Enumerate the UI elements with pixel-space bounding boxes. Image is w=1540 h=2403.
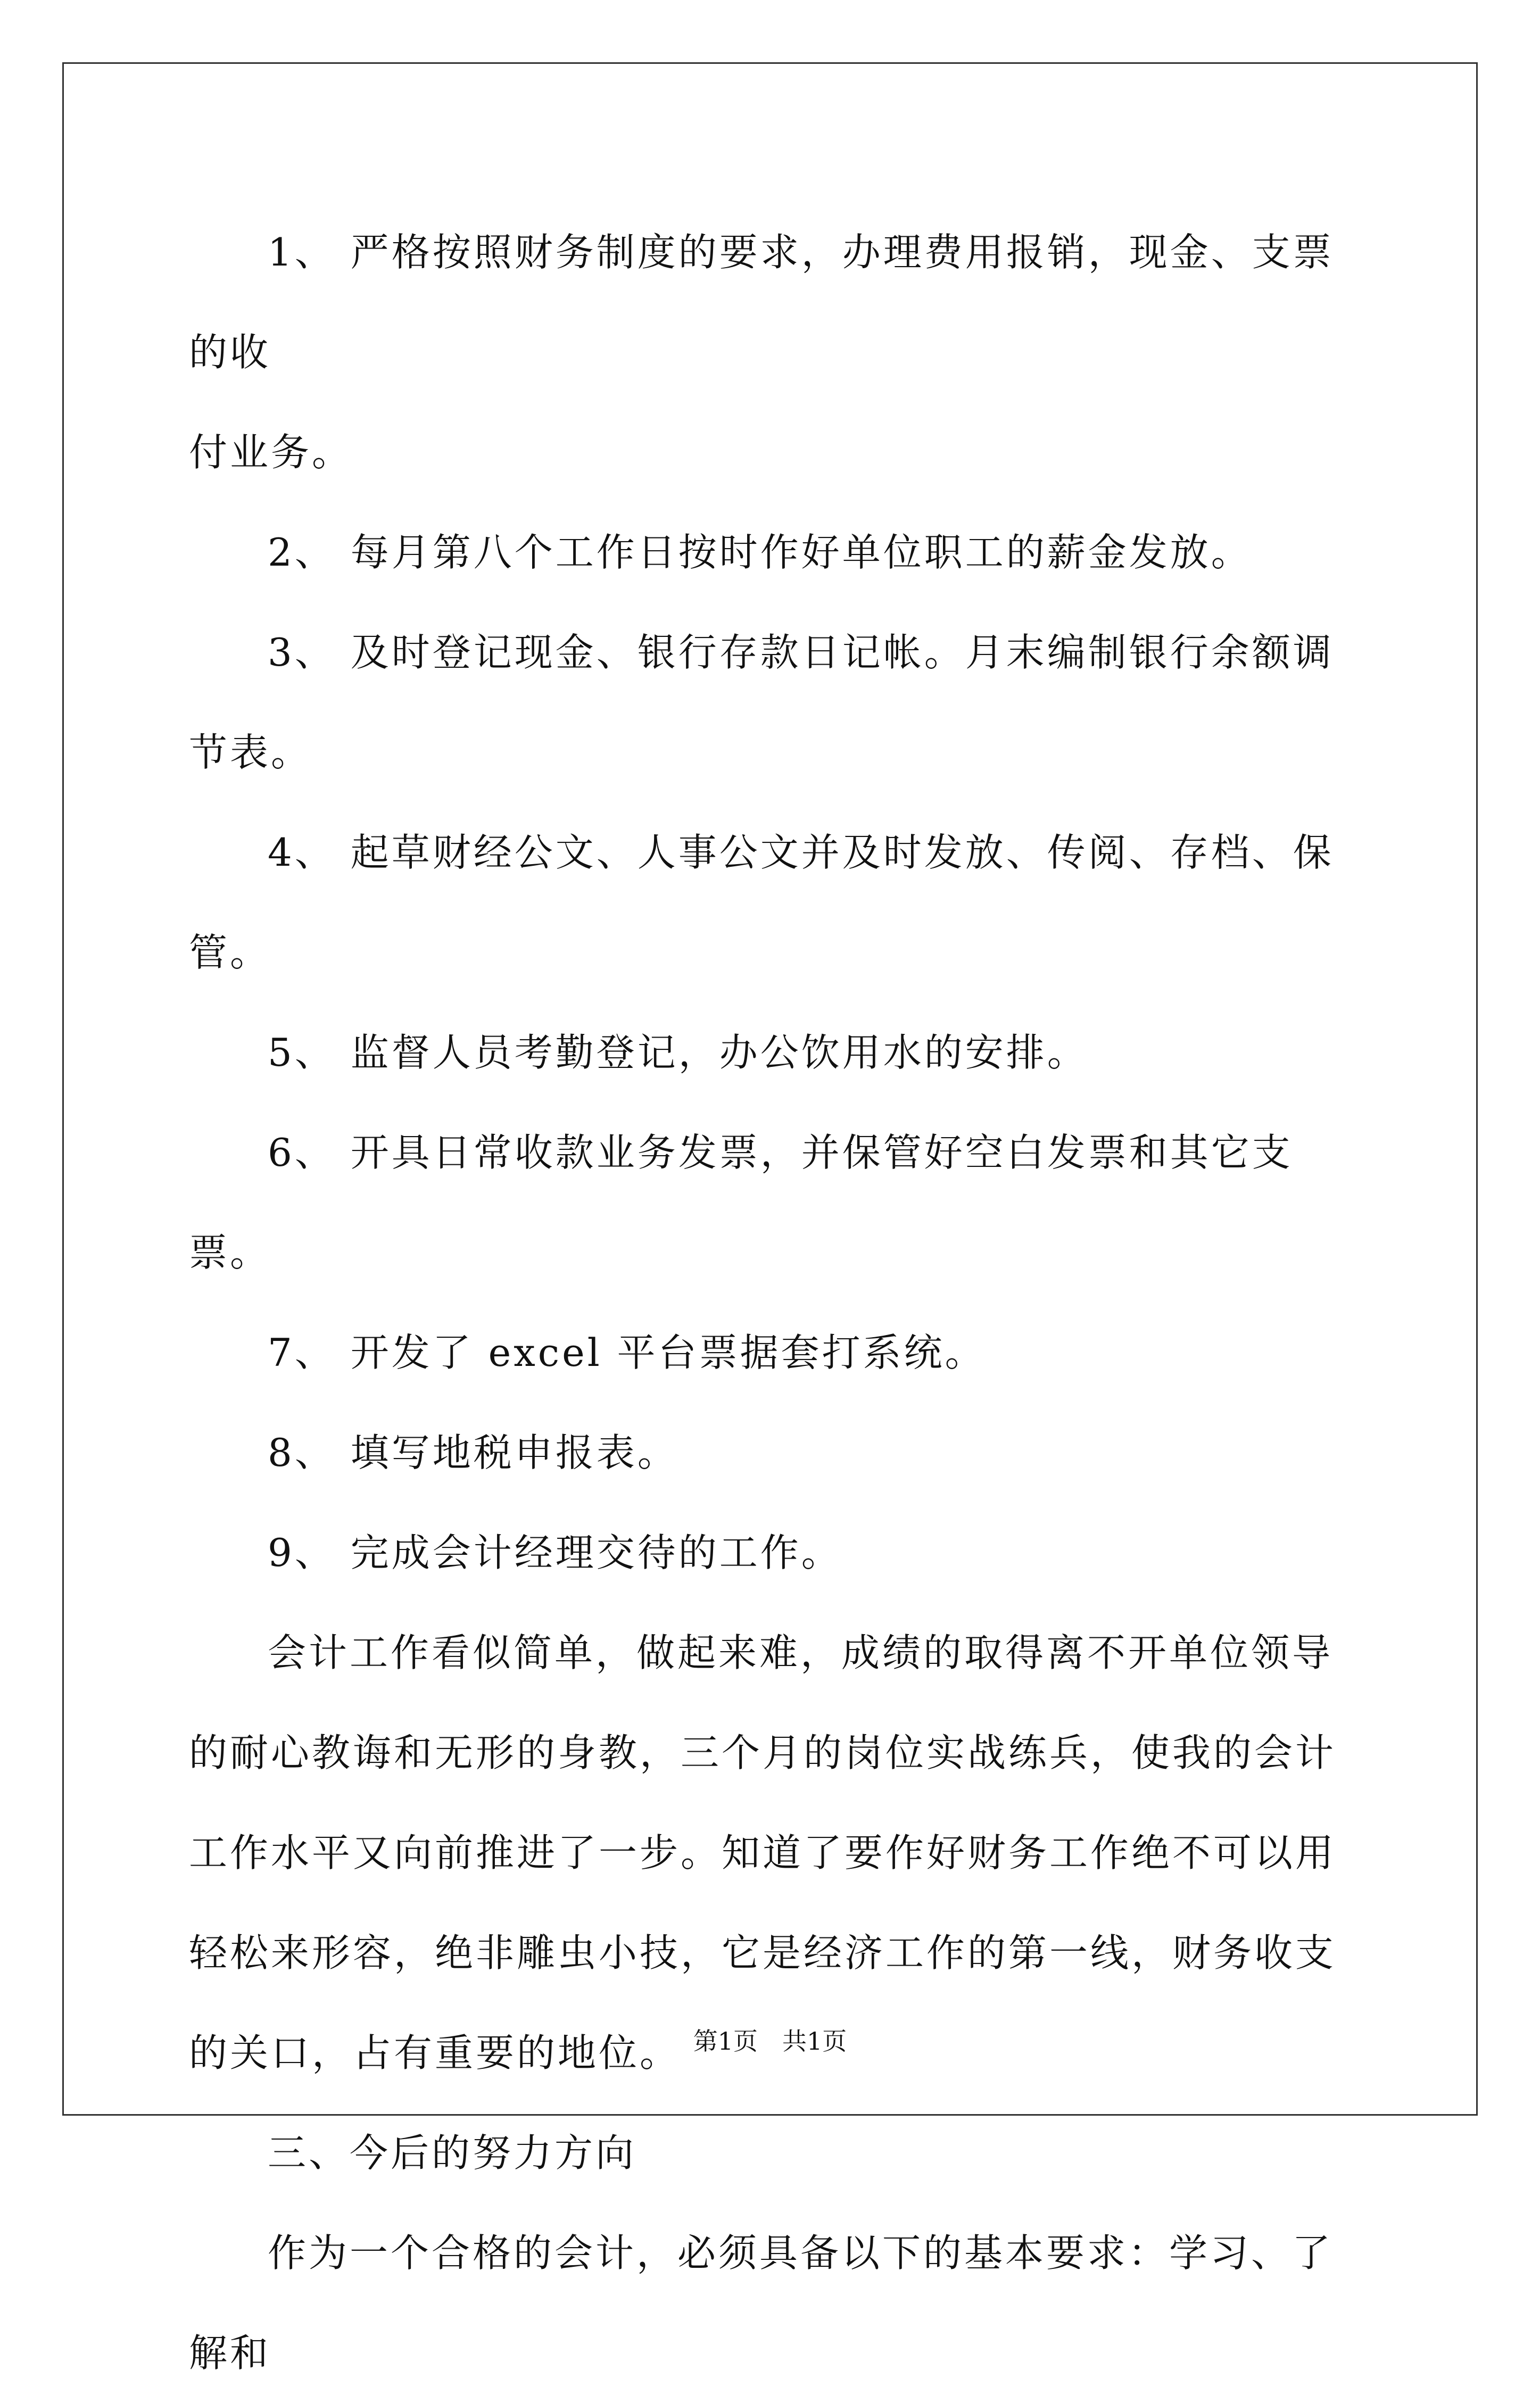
list-item-number: 6、	[268, 1130, 336, 1175]
section-heading: 三、今后的努力方向	[268, 2131, 637, 2175]
list-item-number: 5、	[268, 1030, 336, 1075]
list-item-text: 开发了 excel 平台票据套打系统。	[350, 1330, 986, 1375]
list-item-5	[189, 1002, 1349, 1103]
list-item-number: 4、	[268, 830, 336, 875]
list-item-text: 监督人员考勤登记，办公饮用水的安排。	[350, 1030, 1088, 1075]
list-item-text: 起草财经公文、人事公文并及时发放、传阅、存档、保管。	[189, 830, 1334, 975]
list-item-text: 完成会计经理交待的工作。	[350, 1530, 842, 1575]
page-footer: 第1页 共1页	[693, 2027, 847, 2056]
list-item-3	[189, 602, 1349, 802]
list-item-text: 填写地税申报表。	[350, 1430, 678, 1475]
list-item-number: 1、	[268, 230, 336, 275]
list-item-number: 8、	[268, 1430, 336, 1475]
list-item-text: 及时登记现金、银行存款日记帐。月末编制银行余额调节表。	[189, 630, 1334, 775]
list-item-text: 每月第八个工作日按时作好单位职工的薪金发放。	[350, 530, 1252, 575]
list-item-number: 9、	[268, 1530, 336, 1575]
list-item-9	[189, 1503, 1349, 1603]
list-item-number: 2、	[268, 530, 336, 575]
list-item-number: 3、	[268, 630, 336, 675]
list-item-6	[189, 1103, 1349, 1303]
closing-paragraph: 作为一个合格的会计，必须具备以下的基本要求：学习、了解和	[189, 2231, 1334, 2375]
list-item-1-continuation: 付业务。	[189, 430, 353, 475]
list-item-text: 严格按照财务制度的要求，办理费用报销，现金、支票的收	[189, 230, 1334, 375]
list-item-1	[189, 202, 1349, 402]
document-body	[189, 202, 1349, 2403]
list-item-number: 7、	[268, 1330, 336, 1375]
list-item-2	[189, 502, 1349, 602]
summary-paragraph: 会计工作看似简单，做起来难，成绩的取得离不开单位领导的耐心教诲和无形的身教，三个月的岗位实战练兵，使我的会计工作水平又向前推进了一步。知道了要作好财务工作绝不可以用轻松来形容，绝非雕虫小技，它是经济工作的第一线，财务收支的关口，占有重要的地位。	[189, 1630, 1337, 2075]
list-item-7	[189, 1303, 1349, 1403]
list-item-text: 开具日常收款业务发票，并保管好空白发票和其它支票。	[189, 1130, 1293, 1275]
list-item-4	[189, 802, 1349, 1002]
list-item-8	[189, 1403, 1349, 1503]
